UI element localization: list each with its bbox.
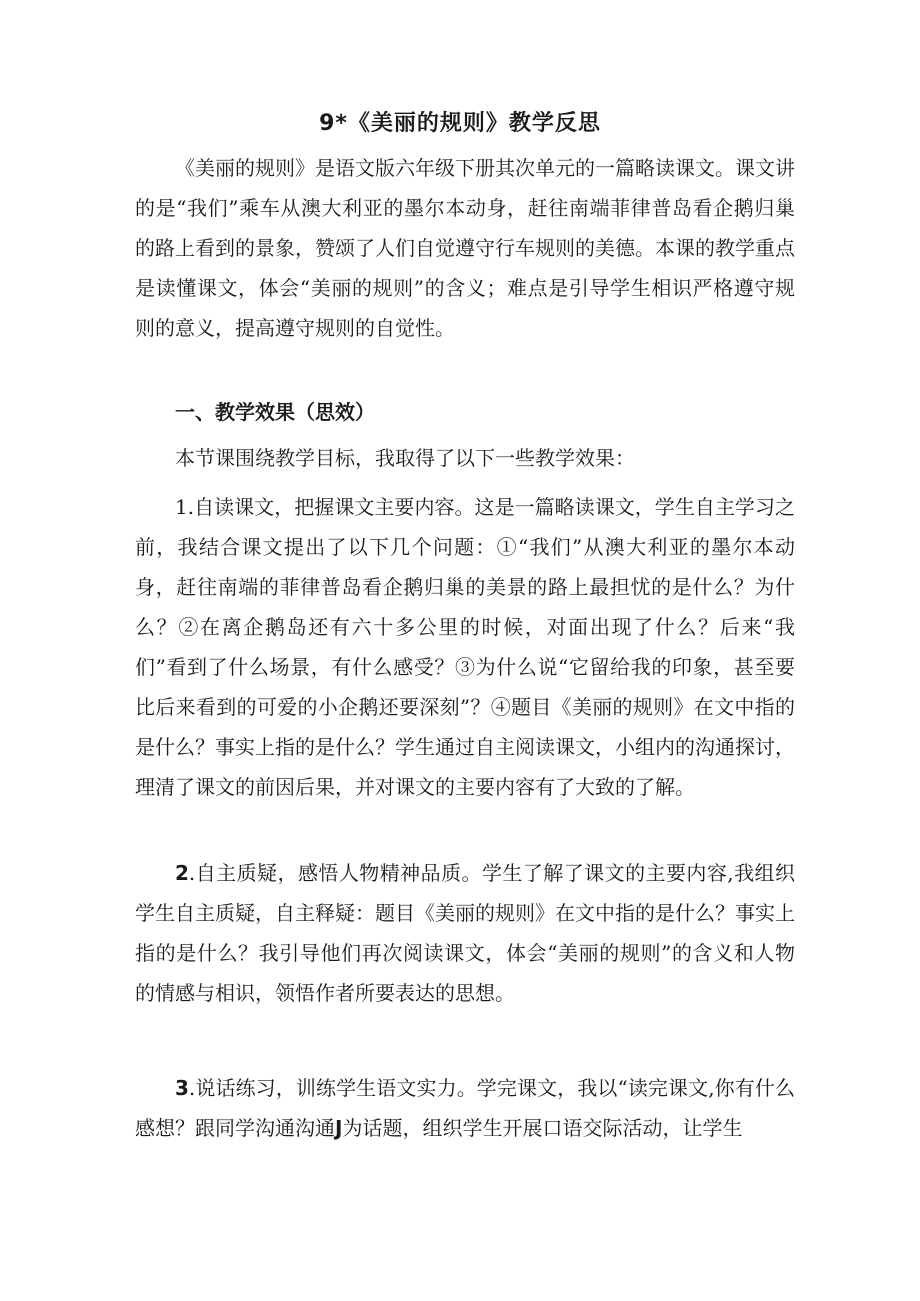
item-3-text: .说话练习，训练学生语文实力。学完课文，我以“读完课文,你有什么感想？跟同学沟通沟通 — [135, 1076, 795, 1140]
document-title: 9*《美丽的规则》教学反思 — [319, 111, 601, 136]
section-lead-paragraph: 本节课围绕教学目标，我取得了以下一些教学效果： — [175, 446, 635, 470]
intro-paragraph: 《美丽的规则》是语文版六年级下册其次单元的一篇略读课文。课文讲的是“我们”乘车从澳大利亚的墨尔本动身，赶往南端菲律普岛看企鹅归巢的路上看到的景象，赞颂了人们自觉遵守行车规则的美德。本课的教学重点是读懂课文，体会“美丽的规则”的含义；难点是引导学生相识严格遵守规则的意义，提高遵守规则的自觉性。 — [135, 156, 795, 340]
item-3-number: 3 — [175, 1076, 189, 1100]
item-3-tail: 为话题，组织学生开展口语交际活动，让学生 — [342, 1116, 743, 1140]
item-2-text: .自主质疑，感悟人物精神品质。学生了解了课文的主要内容,我组织学生自主质疑，自主释疑：题目《美丽的规则》在文中指的是什么？事实上指的是什么？我引导他们再次阅读课文，体会“美丽的规则”的含义和人物的情感与相识，领悟作者所要表达的思想。 — [135, 861, 795, 1005]
section-heading-teaching-effect: 一、教学效果（思效） — [175, 400, 375, 424]
item-1-paragraph: 1.自读课文，把握课文主要内容。这是一篇略读课文，学生自主学习之前，我结合课文提出了以下几个问题：①“我们”从澳大利亚的墨尔本动身，赶往南端的菲律普岛看企鹅归巢的美景的路上最担忧的是什么？为什么？②在离企鹅岛还有六十多公里的时候，对面出现了什么？后来“我们”看到了什么场景，有什么感受？③为什么说“它留给我的印象，甚至要比后来看到的可爱的小企鹅还要深刻”？④题目《美丽的规则》在文中指的是什么？事实上指的是什么？学生通过自主阅读课文，小组内的沟通探讨，理清了课文的前因后果，并对课文的主要内容有了大致的了解。 — [135, 495, 795, 799]
item-3-paragraph — [135, 1068, 795, 1148]
item-3-mark: J — [335, 1116, 343, 1140]
item-2-number: 2 — [175, 861, 189, 885]
item-2-paragraph — [135, 853, 795, 1013]
